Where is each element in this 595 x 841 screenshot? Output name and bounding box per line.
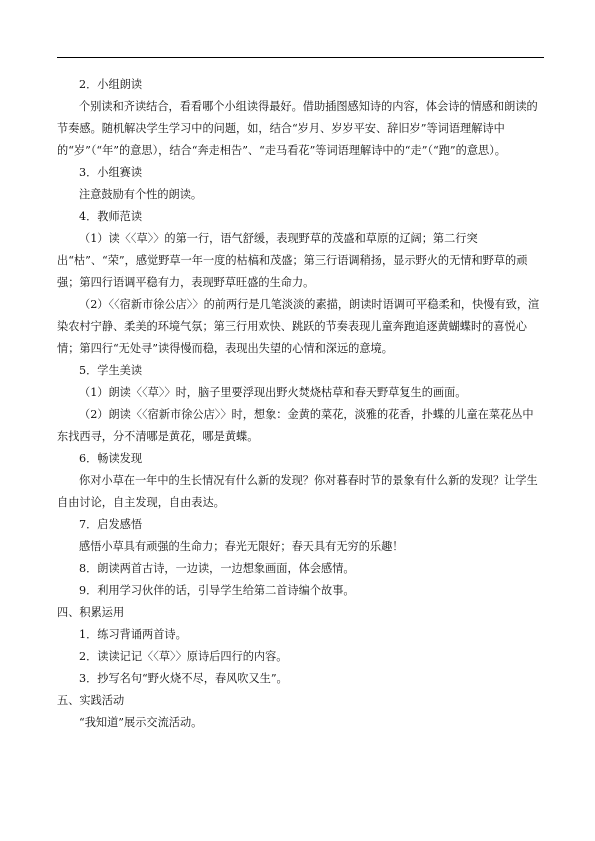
paragraph-teacher-reading-1: （1）读〈〈草〉〉的第一行，语气舒缓，表现野草的茂盛和草原的辽阔；第二行突出“枯”、“荣”，感觉野草一年一度的枯槁和茂盛；第三行语调稍扬，显示野火的无情和野草的顽强；第四行语调平稳有力，表现野草旺盛的生命力。 xyxy=(57,232,528,289)
paragraph-student-reading-2: （2）朗读〈〈宿新市徐公店〉〉时，想象：金黄的菜花，淡雅的花香，扑蝶的儿童在菜花丛中东找西寻，分不清哪是黄花，哪是黄蝶。 xyxy=(57,408,534,443)
paragraph-group-reading: 个别读和齐读结合，看看哪个小组读得最好。借助插图感知诗的内容，体会诗的情感和朗读的节奏感。随机解决学生学习中的问题，如，结合“岁月、岁岁平安、辞旧岁”等词语理解诗中的“岁”（“年”的意思），结合“奔走相告”、“走马看花”等词语理解诗中的“走”（“跑”的意思）。 xyxy=(57,100,538,157)
header-rule xyxy=(57,57,544,58)
accumulate-item-2: 2．读读记记〈〈草〉〉原诗后四行的内容。 xyxy=(79,650,288,663)
step-heading-6: 6．畅读发现 xyxy=(79,452,143,465)
paragraph-student-reading-1: （1）朗读〈〈草〉〉时，脑子里要浮现出野火焚烧枯草和春天野草复生的画面。 xyxy=(79,386,467,399)
step-heading-7: 7．启发感悟 xyxy=(79,518,143,531)
paragraph-competition: 注意鼓励有个性的朗读。 xyxy=(79,188,203,201)
paragraph-insight: 感悟小草具有顽强的生命力；春光无限好；春天具有无穷的乐趣！ xyxy=(79,540,404,553)
section-heading-accumulate: 四、积累运用 xyxy=(57,606,125,619)
practice-item: “我知道”展示交流活动。 xyxy=(79,716,203,729)
document-body xyxy=(57,74,544,734)
accumulate-item-3: 3．抄写名句“野火烧不尽，春风吹又生”。 xyxy=(79,672,288,685)
section-heading-practice: 五、实践活动 xyxy=(57,694,125,707)
paragraph-teacher-reading-2: （2）〈〈宿新市徐公店〉〉的前两行是几笔淡淡的素描，朗读时语调可平稳柔和，快慢有致，渲染农村宁静、柔美的环境气氛；第三行用欢快、跳跃的节奏表现儿童奔跑追逐黄蝴蝶时的喜悦心情；第四行“无处寻”读得慢而稳，表现出失望的心情和深远的意境。 xyxy=(57,298,540,355)
paragraph-discovery: 你对小草在一年中的生长情况有什么新的发现？你对暮春时节的景象有什么新的发现？让学生自由讨论，自主发现，自由表达。 xyxy=(57,474,538,509)
step-item-9: 9．利用学习伙伴的话，引导学生给第二首诗编个故事。 xyxy=(79,584,355,597)
step-heading-2: 2．小组朗读 xyxy=(79,78,143,91)
step-item-8: 8．朗读两首古诗，一边读，一边想象画面，体会感情。 xyxy=(79,562,355,575)
step-heading-5: 5．学生美读 xyxy=(79,364,143,377)
step-heading-3: 3．小组赛读 xyxy=(79,166,143,179)
accumulate-item-1: 1．练习背诵两首诗。 xyxy=(79,628,187,641)
step-heading-4: 4．教师范读 xyxy=(79,210,143,223)
